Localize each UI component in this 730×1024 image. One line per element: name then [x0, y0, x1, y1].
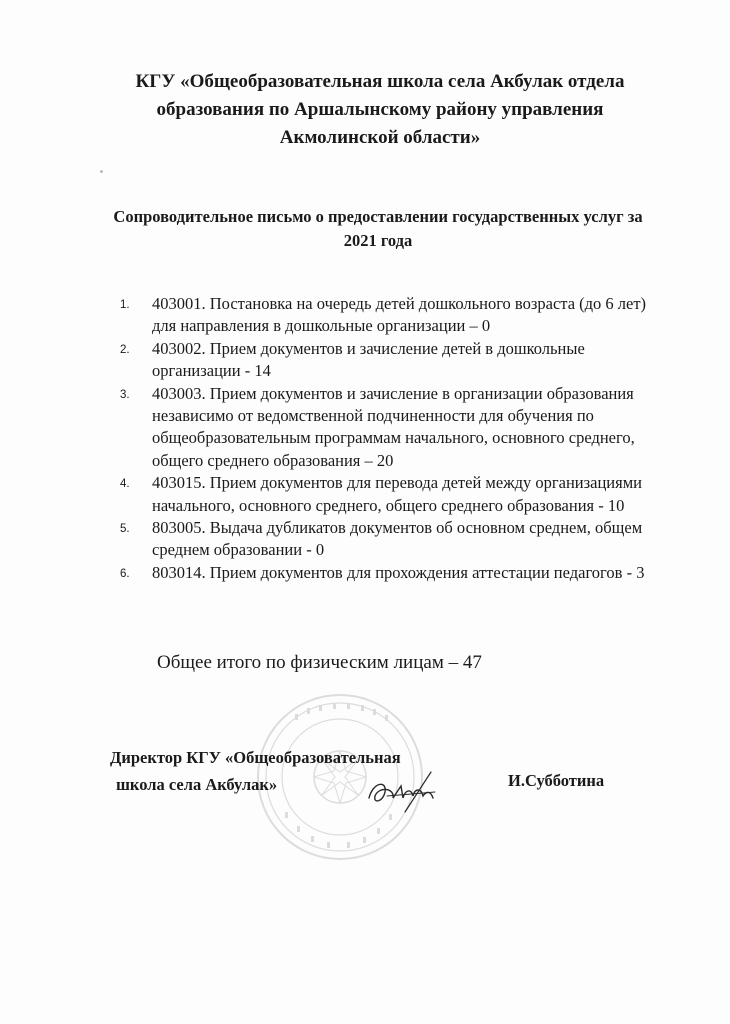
- service-item: [120, 472, 680, 517]
- service-text-line: среднем образовании - 0: [152, 540, 325, 560]
- service-text-line: 803005. Выдача дубликатов документов об основном среднем, общем: [152, 518, 643, 538]
- handwritten-signature-icon: [365, 768, 445, 814]
- service-text-line: общего среднего образования – 20: [152, 450, 394, 470]
- service-item: [120, 338, 680, 383]
- director-title-line-2: школа села Акбулак»: [116, 775, 278, 794]
- service-number: 4.: [120, 478, 130, 491]
- org-title-line-3: Акмолинской области»: [279, 127, 481, 148]
- org-title-line-1: КГУ «Общеобразовательная школа села Акбулак отдела: [135, 71, 625, 92]
- service-text-line: 403002. Прием документов и зачисление детей в дошкольные: [152, 338, 585, 358]
- service-text-line: независимо от ведомственной подчиненности для обучения по: [152, 406, 594, 426]
- signer-name: И.Субботина: [508, 771, 605, 790]
- service-text-line: 403015. Прием документов для перевода детей между организациями: [152, 473, 642, 493]
- letter-title-line-2: 2021 года: [343, 231, 413, 250]
- director-title-line-1: Директор КГУ «Общеобразовательная: [110, 748, 401, 767]
- total-summary: Общее итого по физическим лицам – 47: [157, 652, 482, 673]
- service-item: [120, 517, 680, 562]
- scan-speck: [100, 170, 103, 173]
- service-text-line: начального, основного среднего, общего среднего образования - 10: [152, 495, 625, 515]
- service-text-line: 403003. Прием документов и зачисление в организации образования: [152, 383, 634, 403]
- service-number: 1.: [120, 299, 130, 311]
- service-item: [120, 562, 680, 584]
- service-number: 6.: [120, 567, 130, 580]
- letter-title-line-1: Сопроводительное письмо о предоставлении государственных услуг за: [113, 207, 643, 226]
- service-text-line: 403001. Постановка на очередь детей дошкольного возраста (до 6 лет): [152, 294, 647, 313]
- service-text-line: организации - 14: [152, 361, 271, 381]
- service-text-line: общеобразовательным программам начального, основного среднего,: [152, 428, 635, 448]
- service-number: 3.: [120, 388, 130, 401]
- service-item: [120, 293, 680, 338]
- director-title: [110, 744, 401, 798]
- service-number: 2.: [120, 343, 130, 356]
- service-item: [120, 383, 680, 473]
- org-title-line-2: образования по Аршалынскому району управления: [156, 99, 604, 120]
- services-list: [120, 293, 680, 584]
- service-text-line: для направления в дошкольные организации – 0: [152, 316, 491, 336]
- organization-title: [120, 68, 640, 152]
- service-number: 5.: [120, 523, 130, 536]
- service-text-line: 803014. Прием документов для прохождения аттестации педагогов - 3: [152, 562, 645, 582]
- letter-title: [108, 205, 648, 253]
